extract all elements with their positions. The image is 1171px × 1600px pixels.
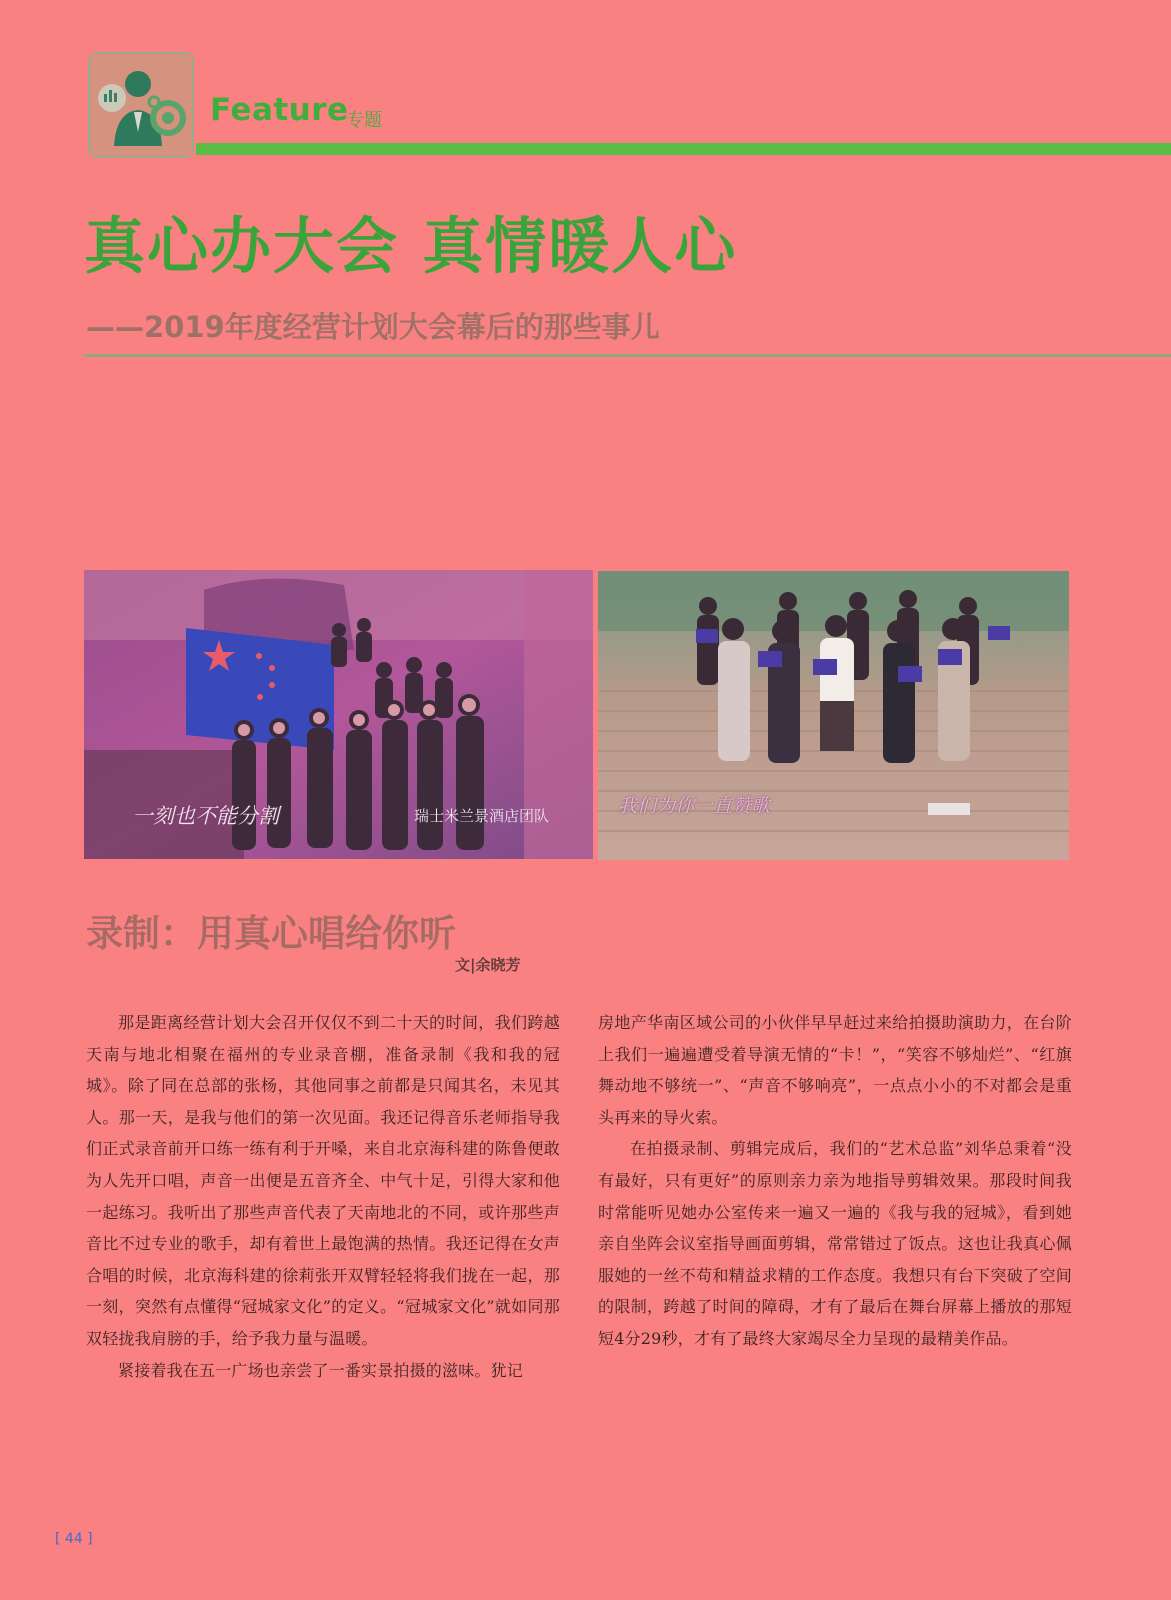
paragraph: 在拍摄录制、剪辑完成后，我们的“艺术总监”刘华总秉着“没有最好，只有更好”的原则亲力亲为地指导剪辑效果。那段时间我时常能听见她办公室传来一遍又一遍的《我与我的冠城》，看到她亲自坐阵会议室指导画面剪辑，常常错过了饭点。这也让我真心佩服她的一丝不苟和精益求精的工作态度。我想只有台下突破了空间的限制，跨越了时间的障碍，才有了最后在舞台屏幕上播放的那短短4分29秒，才有了最终大家竭尽全力呈现的最精美作品。: [598, 1139, 1072, 1348]
byline: 文|余晓芳: [455, 956, 521, 974]
article-title: 真心办大会 真情暖人心: [84, 211, 738, 282]
body-column-right: [598, 1007, 1072, 1355]
section-title: 录制：用真心唱给你听: [86, 912, 456, 955]
page-number: [ 44 ]: [55, 1531, 93, 1547]
right-photo-caption: 我们为你一直赞歌: [618, 795, 771, 817]
paragraph: 房地产华南区域公司的小伙伴早早赶过来给拍摄助演助力，在台阶上我们一遍遍遭受着导演无情的“卡！”，“笑容不够灿烂”、“红旗舞动地不够统一”、“声音不够响亮”，一点点小小的不对都会是重头再来的导火索。: [598, 1013, 1072, 1127]
paragraph: 那是距离经营计划大会召开仅仅不到二十天的时间，我们跨越天南与地北相聚在福州的专业录音棚，准备录制《我和我的冠城》。除了同在总部的张杨，其他同事之前都是只闻其名，未见其人。那一天，是我与他们的第一次见面。我还记得音乐老师指导我们正式录音前开口练一练有利于开嗓，来自北京海科建的陈鲁便敢为人先开口唱，声音一出便是五音齐全、中气十足，引得大家和他一起练习。我听出了那些声音代表了天南地北的不同，或许那些声音比不过专业的歌手，却有着世上最饱满的热情。我还记得在女声合唱的时候，北京海科建的徐莉张开双臂轻轻将我们拢在一起，那一刻，突然有点懂得“冠城家文化”的定义。“冠城家文化”就如同那双轻拢我肩膀的手，给予我力量与温暖。: [86, 1013, 560, 1348]
photo-group-flag: [84, 570, 593, 859]
title-rule: [84, 354, 1171, 357]
left-photo-caption: 一刻也不能分割: [132, 804, 279, 828]
left-photo-credit: 瑞士米兰景酒店团队: [414, 807, 550, 825]
business-person-gear-icon: [90, 54, 192, 156]
header-rule: [196, 143, 1171, 155]
photo-choir-stairs: [598, 571, 1069, 860]
paragraph: 紧接着我在五一广场也亲尝了一番实景拍摄的滋味。犹记: [118, 1360, 524, 1380]
feature-logo: [88, 52, 194, 158]
body-column-left: [86, 1007, 560, 1386]
feature-label: Feature: [210, 92, 349, 128]
feature-label-cn: 专题: [346, 110, 382, 131]
article-subtitle: ——2019年度经营计划大会幕后的那些事儿: [86, 310, 660, 344]
